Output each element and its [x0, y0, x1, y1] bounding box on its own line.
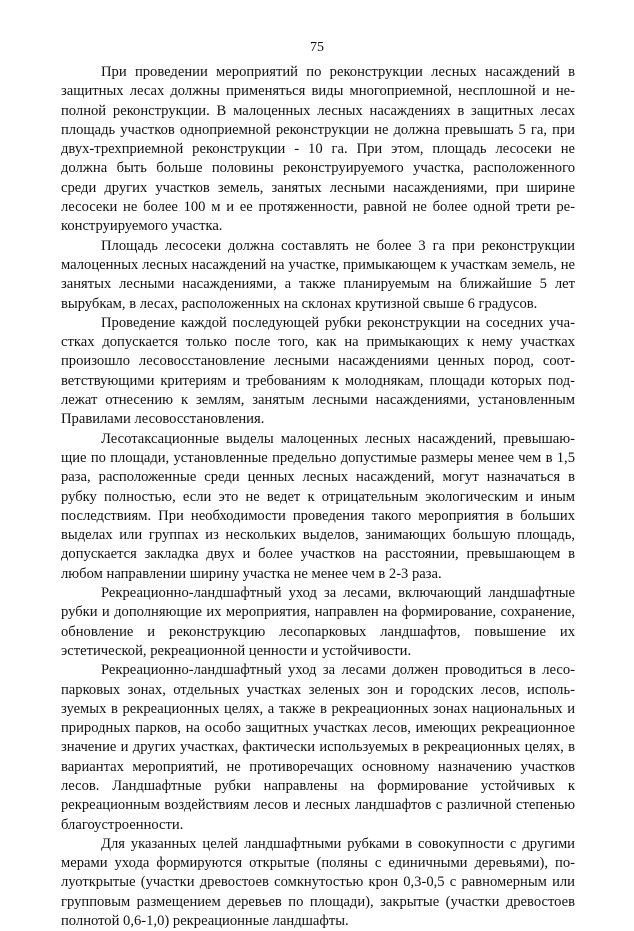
paragraph: Площадь лесосеки должна составлять не более 3 га при реконструкции малоценных лесных насаждений на участке, примыкающем к участкам земель, не занятых лесными насаждениями, а также планируемым на ближайшие 5 лет вырубкам, в лесах, расположенных на склонах крутизной свыше 6 градусов.	[61, 237, 575, 312]
page-number: 75	[310, 40, 324, 55]
paragraph: Для указанных целей ландшафтными рубками в совокупности с другими мерами ухода формируются открытые (поляны с единичными деревьями), полуоткрытые (участки древостоев сомкнутостью крон 0,3-0,5 с равномерным или групповым размещением деревьев по площади), закрытые (участки древостоев полнотой 0,6-1,0) рекреационные ландшафты.	[61, 835, 575, 930]
paragraph: Проведение каждой последующей рубки реконструкции на соседних участках допускается только после того, как на примыкающих к нему участках произошло лесовосстановление лесными насаждениями ценных пород, соответствующими критериям и требованиям к молоднякам, площади которых подлежат отнесению к землям, занятым лесными насаждениями, установленным Правилами лесовосстановления.	[61, 314, 575, 428]
paragraph: Рекреационно-ландшафтный уход за лесами, включающий ландшафтные рубки и дополняющие их мероприятия, направлен на формирование, сохранение, обновление и реконструкцию лесопарковых ландшафтов, повышение их эстетической, рекреационной ценности и устойчивости.	[61, 585, 575, 659]
text-body	[61, 63, 575, 931]
paragraph: При проведении мероприятий по реконструкции лесных насаждений в защитных лесах должны применяться виды многоприемной, несплошной и неполной реконструкции. В малоценных лесных насаждениях в защитных лесах площадь участков одноприемной реконструкции не должна превышать 5 га, при двух-трехприемной реконструкции - 10 га. При этом, площадь лесосеки не должна быть больше половины реконструируемого участка, расположенного среди других участков земель, занятых лесными насаждениями, при ширине лесосеки не более 100 м и ее протяженности, равной не более одной трети реконструируемого участка.	[61, 64, 575, 235]
paragraph: Лесотаксационные выделы малоценных лесных насаждений, превышающие по площади, установленные предельно допустимые размеры менее чем в 1,5 раза, расположенные среди ценных лесных насаждений, могут назначаться в рубку полностью, если это не ведет к отрицательным экологическим и иным последствиям. При необходимости проведения такого мероприятия в больших выделах или группах из нескольких выделов, занимающих большую площадь, допускается закладка двух и более участков на расстоянии, превышающем в любом направлении ширину участка не менее чем в 2-3 раза.	[61, 430, 575, 582]
paragraph: Рекреационно-ландшафтный уход за лесами должен проводиться в лесопарковых зонах, отдельных участках зеленых зон и городских лесов, используемых в рекреационных целях, а также в рекреационных зонах национальных и природных парков, на особо защитных участках лесов, имеющих рекреационное значение и других участках, фактически используемых в рекреационных целях, в вариантах мероприятий, не противоречащих основному назначению участков лесов. Ландшафтные рубки направлены на формирование устойчивых к рекреационным воздействиям лесов и лесных ландшафтов с различной степенью благоустроенности.	[61, 662, 575, 833]
